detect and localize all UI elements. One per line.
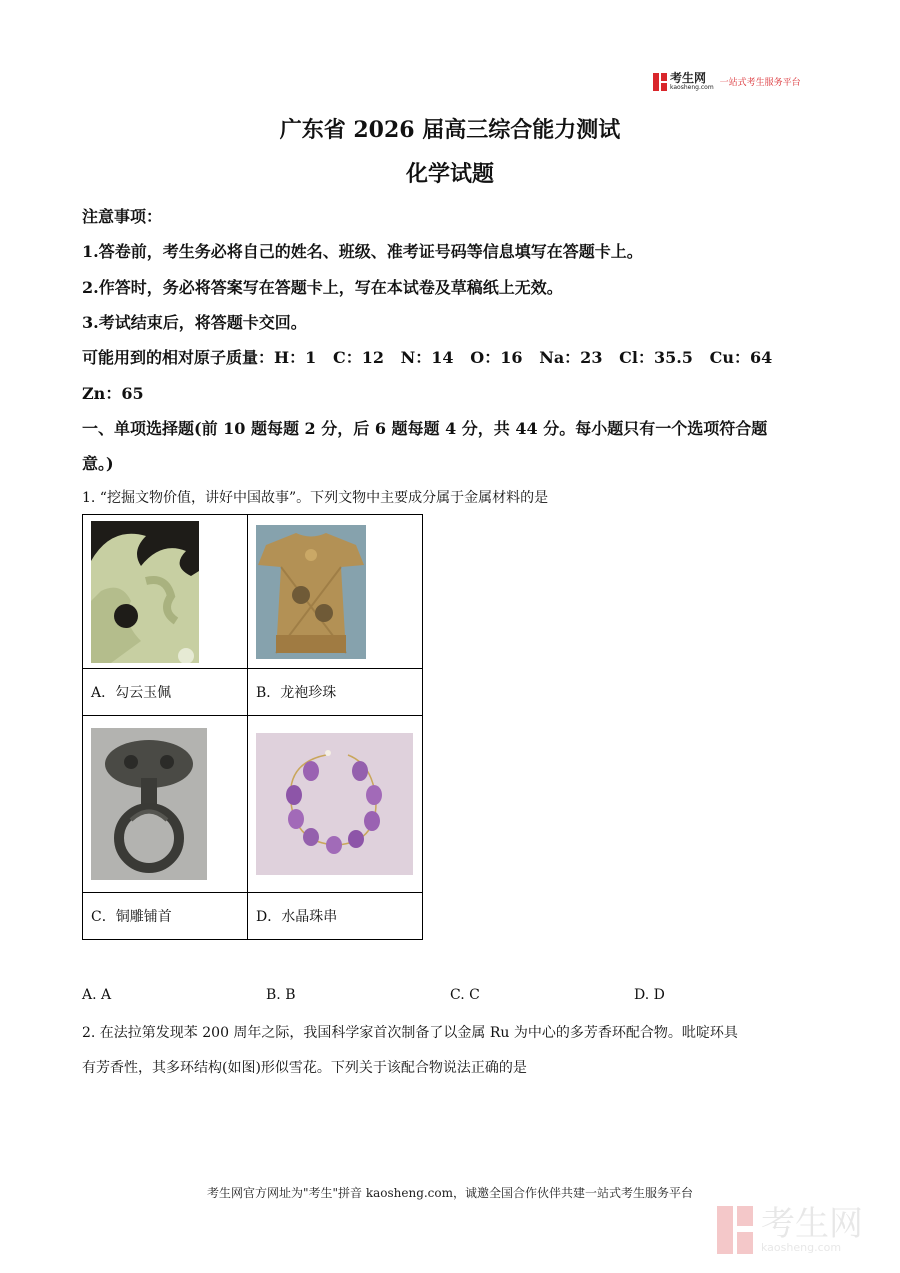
option-b-image-cell [248,515,423,669]
logo-domain: kaosheng.com [670,84,714,91]
option-a-image-cell [83,515,248,669]
dragon-robe-image [256,525,366,659]
option-b-label: B．龙袍珍珠 [248,669,423,716]
answer-choice-c: C. C [450,987,480,1003]
section-heading-line-1: 一、单项选择题(前 10 题每题 2 分，后 6 题每题 4 分，共 44 分。每小题只有一个选项符合题 [82,419,768,438]
logo-mark-icon [653,73,667,91]
notice-item-2: 2.作答时，务必将答案写在答题卡上，写在本试卷及草稿纸上无效。 [82,278,563,297]
watermark-domain: kaosheng.com [761,1240,842,1254]
page-footer: 考生网官方网址为"考生"拼音 kaosheng.com，诚邀全国合作伙伴共建一站式考生服务平台 [206,1186,694,1200]
bronze-knocker-image [91,728,207,880]
brand-logo [653,72,801,91]
watermark-logo [717,1203,863,1254]
option-a-label: A．勾云玉佩 [83,669,248,716]
notice-item-1: 1.答卷前，考生务必将自己的姓名、班级、准考证号码等信息填写在答题卡上。 [82,242,643,261]
section-heading-line-2: 意。) [82,454,114,473]
options-table [82,514,423,940]
notice-item-3: 3.考试结束后，将答题卡交回。 [82,313,307,332]
crystal-bracelet-image [256,733,413,875]
notice-heading: 注意事项： [82,207,163,226]
logo-name: 考生网 [670,71,707,85]
atomic-masses-line-2: Zn：65 [82,384,144,403]
option-c-image-cell [83,716,248,893]
page-title: 广东省 2026 届高三综合能力测试 [279,117,621,143]
option-c-label: C．铜雕铺首 [83,893,248,940]
question-1-stem: 1. “挖掘文物价值，讲好中国故事”。下列文物中主要成分属于金属材料的是 [82,490,549,506]
jade-pendant-image [91,521,199,663]
question-2-line-2: 有芳香性，其多环结构(如图)形似雪花。下列关于该配合物说法正确的是 [82,1060,527,1076]
logo-slogan: 一站式考生服务平台 [719,78,801,88]
watermark-mark-icon [717,1206,755,1254]
answer-choice-b: B. B [266,987,296,1003]
question-2-line-1: 2. 在法拉第发现苯 200 周年之际，我国科学家首次制备了以金属 Ru 为中心的多芳香环配合物。吡啶环具 [82,1025,738,1041]
option-d-label: D．水晶珠串 [248,893,423,940]
answer-choice-d: D. D [634,987,665,1003]
atomic-masses-line-1: 可能用到的相对原子质量：H：1 C：12 N：14 O：16 Na：23 Cl：35.5 Cu：64 [82,348,773,367]
watermark-name: 考生网 [761,1203,863,1244]
option-d-image-cell [248,716,423,893]
answer-choice-a: A. A [82,987,112,1003]
page-subtitle: 化学试题 [405,161,494,187]
